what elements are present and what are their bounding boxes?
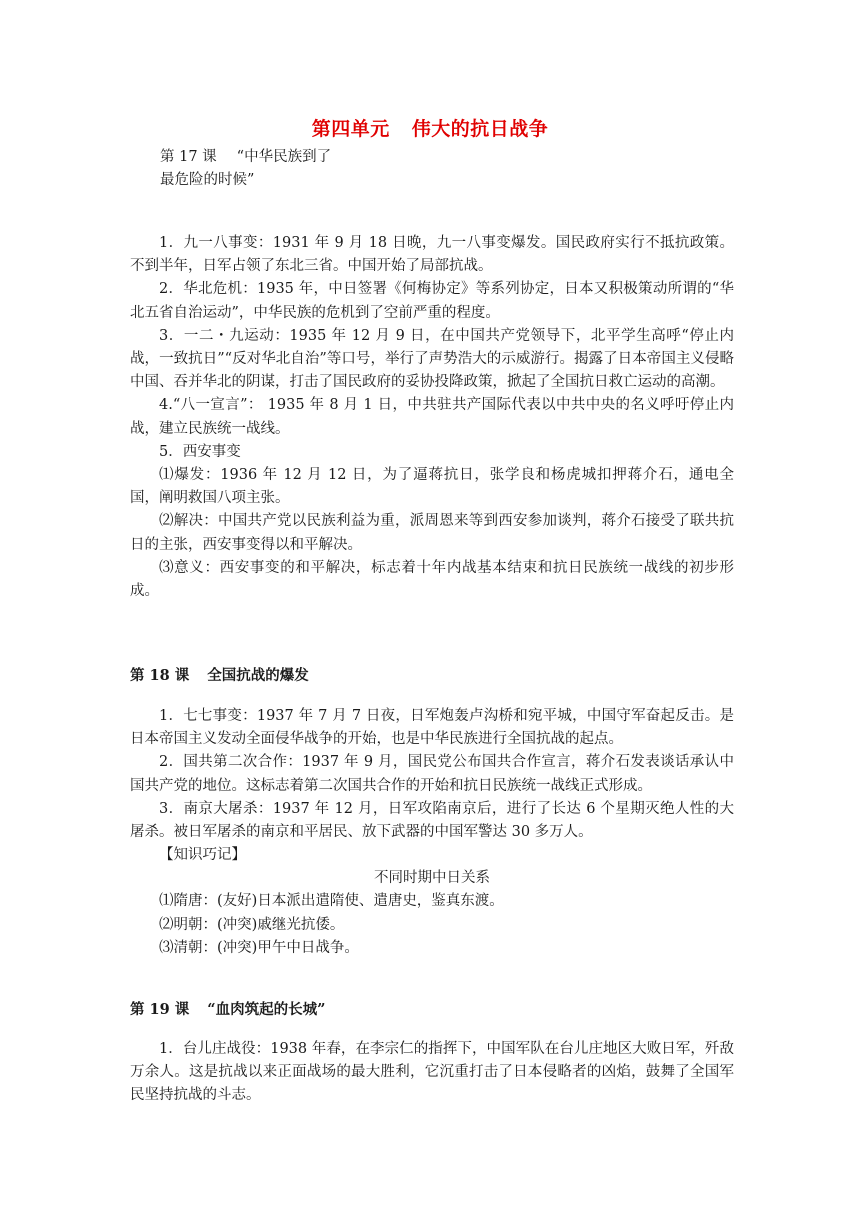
lesson-17-para-8: ⑶意义：西安事变的和平解决，标志着十年内战基本结束和抗日民族统一战线的初步形成。 bbox=[130, 559, 734, 600]
lesson-17-body bbox=[130, 232, 734, 603]
unit-title-name: 伟大的抗日战争 bbox=[411, 118, 549, 140]
unit-title-number: 第四单元 bbox=[311, 118, 390, 140]
unit-title bbox=[0, 114, 860, 141]
tips-label: 【知识巧记】 bbox=[159, 847, 246, 863]
tip-item-2: ⑵明朝：(冲突)戚继光抗倭。 bbox=[159, 916, 345, 933]
lesson-18-number: 第 18 课 bbox=[130, 667, 190, 684]
lesson-18-para-2: 2．国共第二次合作：1937 年 9 月，国民党公布国共合作宣言，蒋介石发表谈话承认中国共产党的地位。这标志着第二次国共合作的开始和抗日民族统一战线正式形成。 bbox=[130, 754, 734, 794]
lesson-17-para-5: 5．西安事变 bbox=[159, 443, 241, 460]
lesson-18-heading bbox=[130, 664, 309, 685]
lesson-17-number: 第 17 课 bbox=[160, 149, 217, 165]
lesson-17-heading bbox=[160, 146, 331, 192]
lesson-19-title: “血肉筑起的长城” bbox=[207, 1001, 326, 1018]
tip-item-3: ⑶清朝：(冲突)甲午中日战争。 bbox=[159, 939, 359, 956]
lesson-17-para-6: ⑴爆发：1936 年 12 月 12 日，为了逼蒋抗日，张学良和杨虎城扣押蒋介石，通电全国，阐明救国八项主张。 bbox=[130, 467, 734, 507]
lesson-18-body bbox=[130, 705, 734, 844]
lesson-18-title: 全国抗战的爆发 bbox=[207, 667, 309, 684]
tip-item-1: ⑴隋唐：(友好)日本派出遣隋使、遣唐史，鉴真东渡。 bbox=[159, 893, 504, 910]
knowledge-tips bbox=[130, 844, 734, 960]
tips-title: 不同时期中日关系 bbox=[374, 870, 490, 887]
lesson-19-body bbox=[130, 1038, 734, 1108]
lesson-18-para-1: 1．七七事变：1937 年 7 月 7 日夜，日军炮轰卢沟桥和宛平城，中国守军奋起反击。是日本帝国主义发动全面侵华战争的开始，也是中华民族进行全国抗战的起点。 bbox=[130, 708, 734, 748]
lesson-19-heading bbox=[130, 998, 325, 1019]
lesson-17-para-4: 4.“八一宣言”： 1935 年 8 月 1 日，中共驻共产国际代表以中共中央的名义呼吁停止内战，建立民族统一战线。 bbox=[130, 397, 734, 437]
lesson-18-para-3: 3．南京大屠杀：1937 年 12 月，日军攻陷南京后，进行了长达 6 个星期灭绝人性的大屠杀。被日军屠杀的南京和平居民、放下武器的中国军警达 30 多万人。 bbox=[130, 800, 734, 841]
lesson-17-para-3: 3．一二・九运动：1935 年 12 月 9 日，在中国共产党领导下，北平学生高呼“停止内战，一致抗日”“反对华北自治”等口号，举行了声势浩大的示威游行。揭露了日本帝国主义侵略中国、吞并华北的阴谋，打击了国民政府的妥协投降政策，掀起了全国抗日救亡运动的高潮。 bbox=[130, 327, 734, 391]
lesson-17-para-7: ⑵解决：中国共产党以民族利益为重，派周恩来等到西安参加谈判，蒋介石接受了联共抗日的主张，西安事变得以和平解决。 bbox=[130, 513, 734, 553]
lesson-17-para-2: 2．华北危机：1935 年，中日签署《何梅协定》等系列协定，日本又积极策动所谓的“华北五省自治运动”，中华民族的危机到了空前严重的程度。 bbox=[130, 281, 734, 321]
lesson-19-para-1: 1．台儿庄战役：1938 年春，在李宗仁的指挥下，中国军队在台儿庄地区大败日军，歼敌万余人。这是抗战以来正面战场的最大胜利，它沉重打击了日本侵略者的凶焰，鼓舞了全国军民坚持抗战的斗志。 bbox=[130, 1041, 734, 1104]
lesson-17-title-line2: 最危险的时候” bbox=[160, 172, 255, 188]
lesson-19-number: 第 19 课 bbox=[130, 1001, 190, 1018]
lesson-17-para-1: 1．九一八事变：1931 年 9 月 18 日晚，九一八事变爆发。国民政府实行不抵抗政策。不到半年，日军占领了东北三省。中国开始了局部抗战。 bbox=[130, 235, 734, 275]
lesson-17-title-line1: “中华民族到了 bbox=[236, 149, 332, 165]
